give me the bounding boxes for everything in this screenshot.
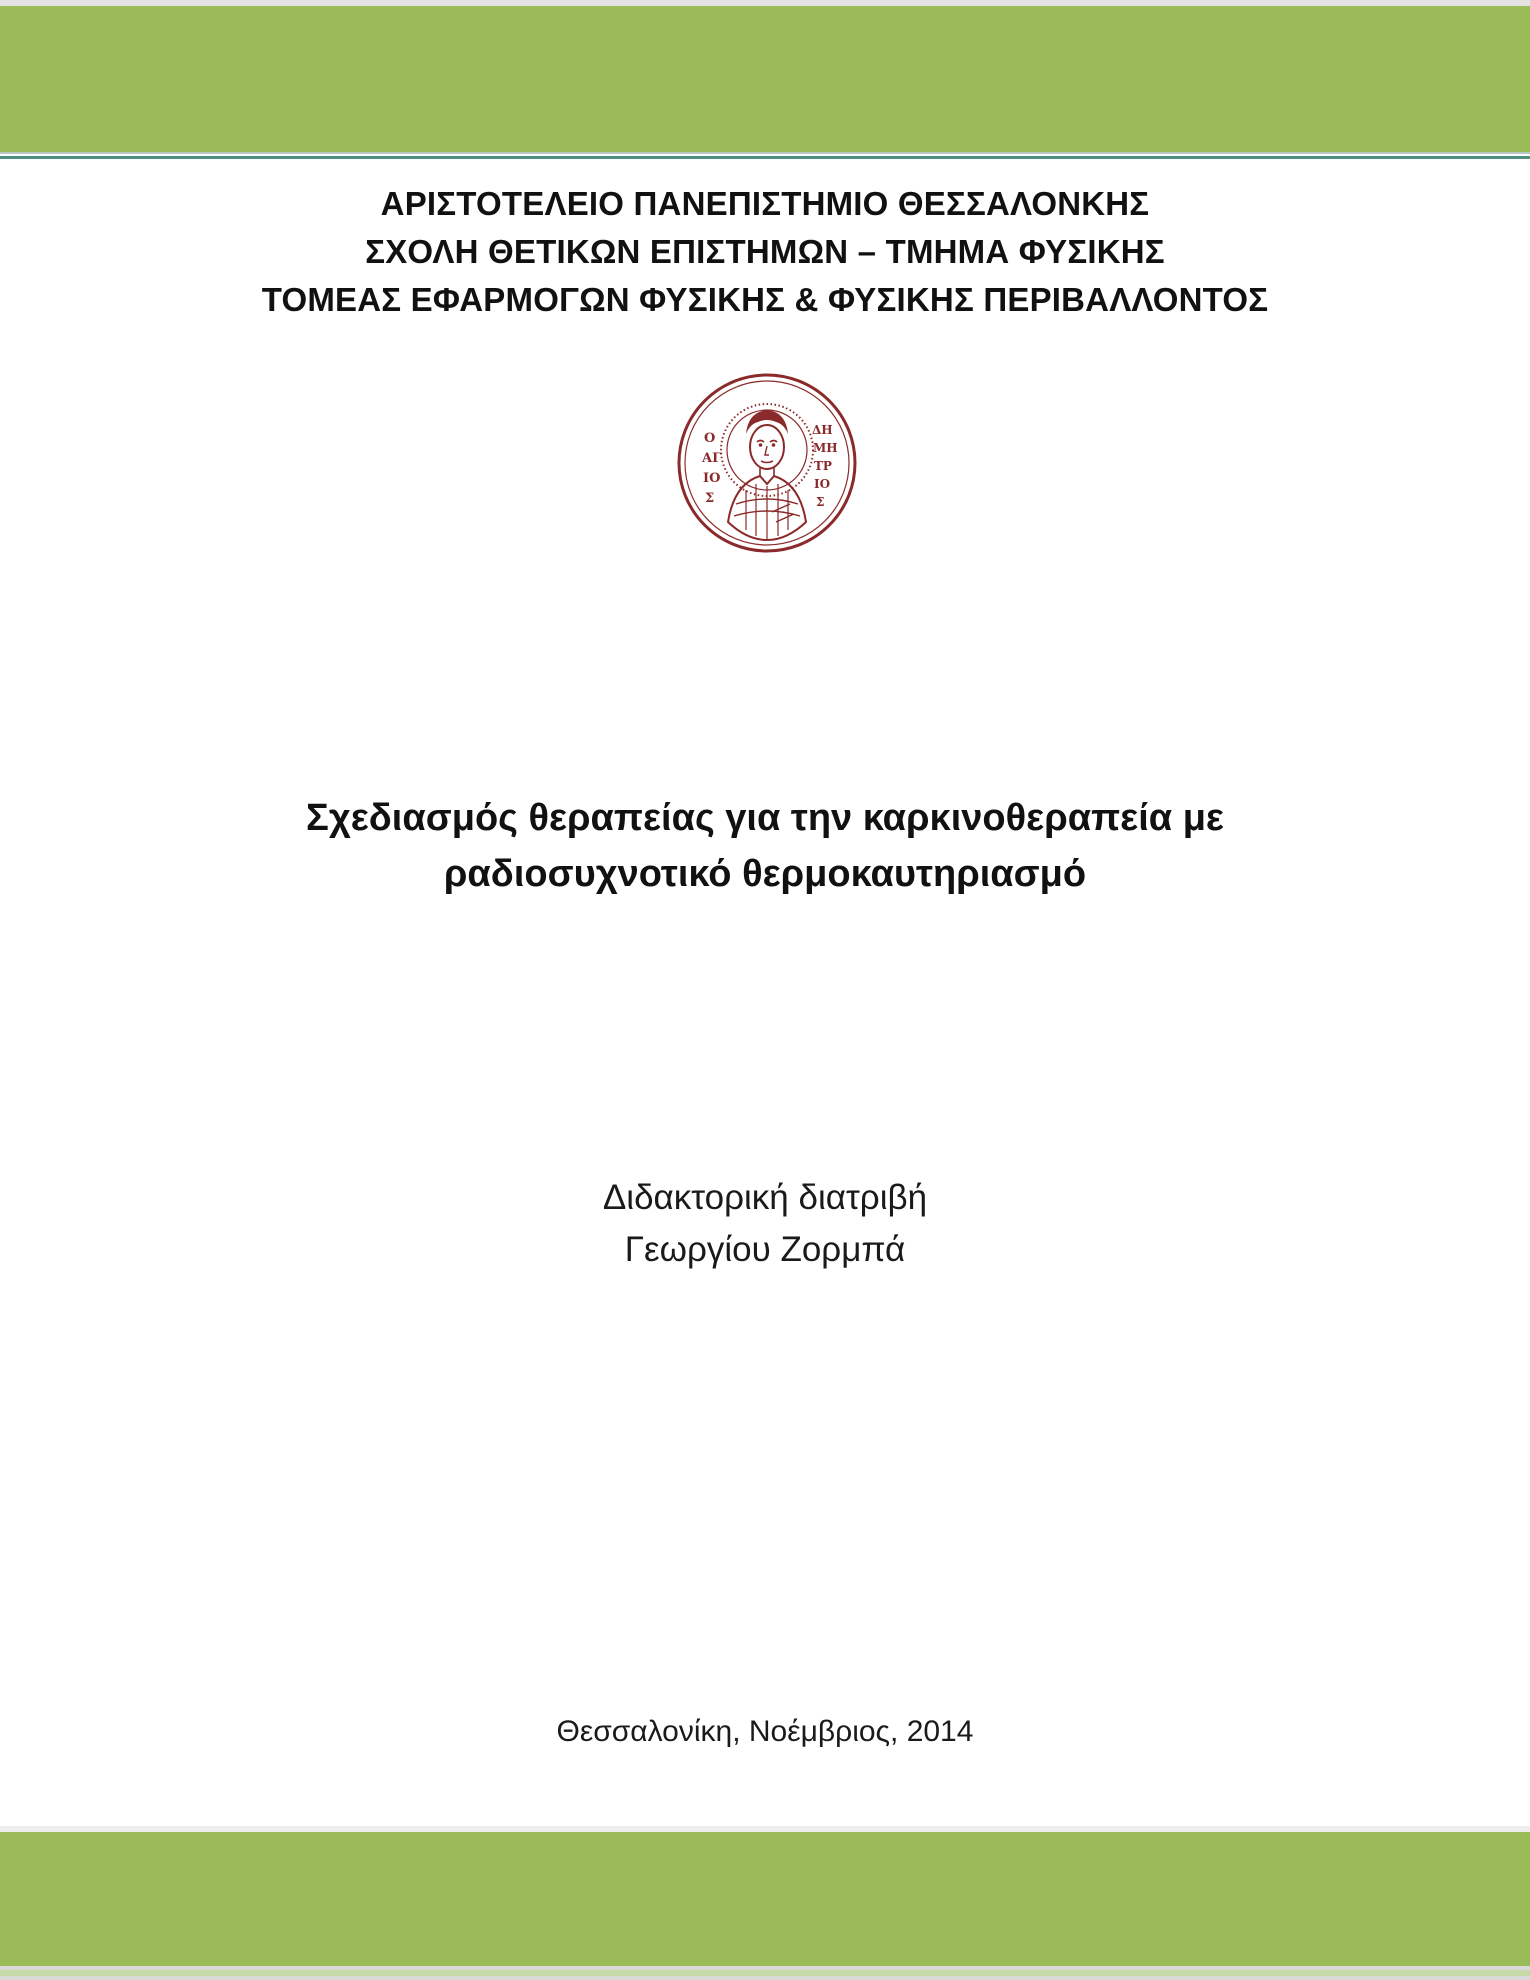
svg-text:ΔΗ: ΔΗ — [812, 423, 833, 437]
svg-text:Σ: Σ — [816, 495, 825, 509]
institution-header — [0, 180, 1530, 324]
top-divider-line-teal — [0, 156, 1530, 159]
svg-text:ΑΓ: ΑΓ — [702, 451, 722, 466]
bottom-decorative-strip — [0, 1966, 1530, 1980]
university-name: ΑΡΙΣΤΟΤΕΛΕΙΟ ΠΑΝΕΠΙΣΤΗΜΙΟ ΘΕΣΣΑΛΟΝΚΗΣ — [380, 185, 1150, 222]
thesis-title — [0, 790, 1530, 902]
top-divider-rule — [0, 152, 1530, 162]
bottom-strip-inner — [0, 1970, 1530, 1976]
thesis-title-line-1: Σχεδιασμός θεραπείας για την καρκινοθεραπεία με — [306, 797, 1224, 839]
university-seal-icon — [676, 372, 858, 554]
svg-text:ΤΡ: ΤΡ — [814, 459, 832, 473]
svg-text:ΙΟ: ΙΟ — [703, 471, 721, 486]
thesis-info — [0, 1172, 1530, 1276]
top-decorative-band — [0, 0, 1530, 152]
bottom-decorative-band — [0, 1826, 1530, 1966]
svg-text:ΜΗ: ΜΗ — [813, 441, 838, 455]
svg-text:Σ: Σ — [705, 491, 715, 506]
thesis-author: Γεωργίου Ζορμπά — [624, 1230, 906, 1269]
top-divider-line-light — [0, 152, 1530, 154]
svg-text:Ο: Ο — [704, 431, 716, 446]
svg-text:ΙΟ: ΙΟ — [814, 477, 831, 491]
thesis-type: Διδακτορική διατριβή — [602, 1178, 928, 1217]
place-date: Θεσσαλονίκη, Νοέμβριος, 2014 — [556, 1715, 974, 1748]
thesis-title-line-2: ραδιοσυχνοτικό θερμοκαυτηριασμό — [443, 853, 1087, 895]
school-department: ΣΧΟΛΗ ΘΕΤΙΚΩΝ ΕΠΙΣΤΗΜΩΝ – ΤΜΗΜΑ ΦΥΣΙΚΗΣ — [365, 233, 1165, 270]
sector-name: ΤΟΜΕΑΣ ΕΦΑΡΜΟΓΩΝ ΦΥΣΙΚΗΣ & ΦΥΣΙΚΗΣ ΠΕΡΙΒΑΛΛΟΝΤΟΣ — [261, 281, 1269, 318]
